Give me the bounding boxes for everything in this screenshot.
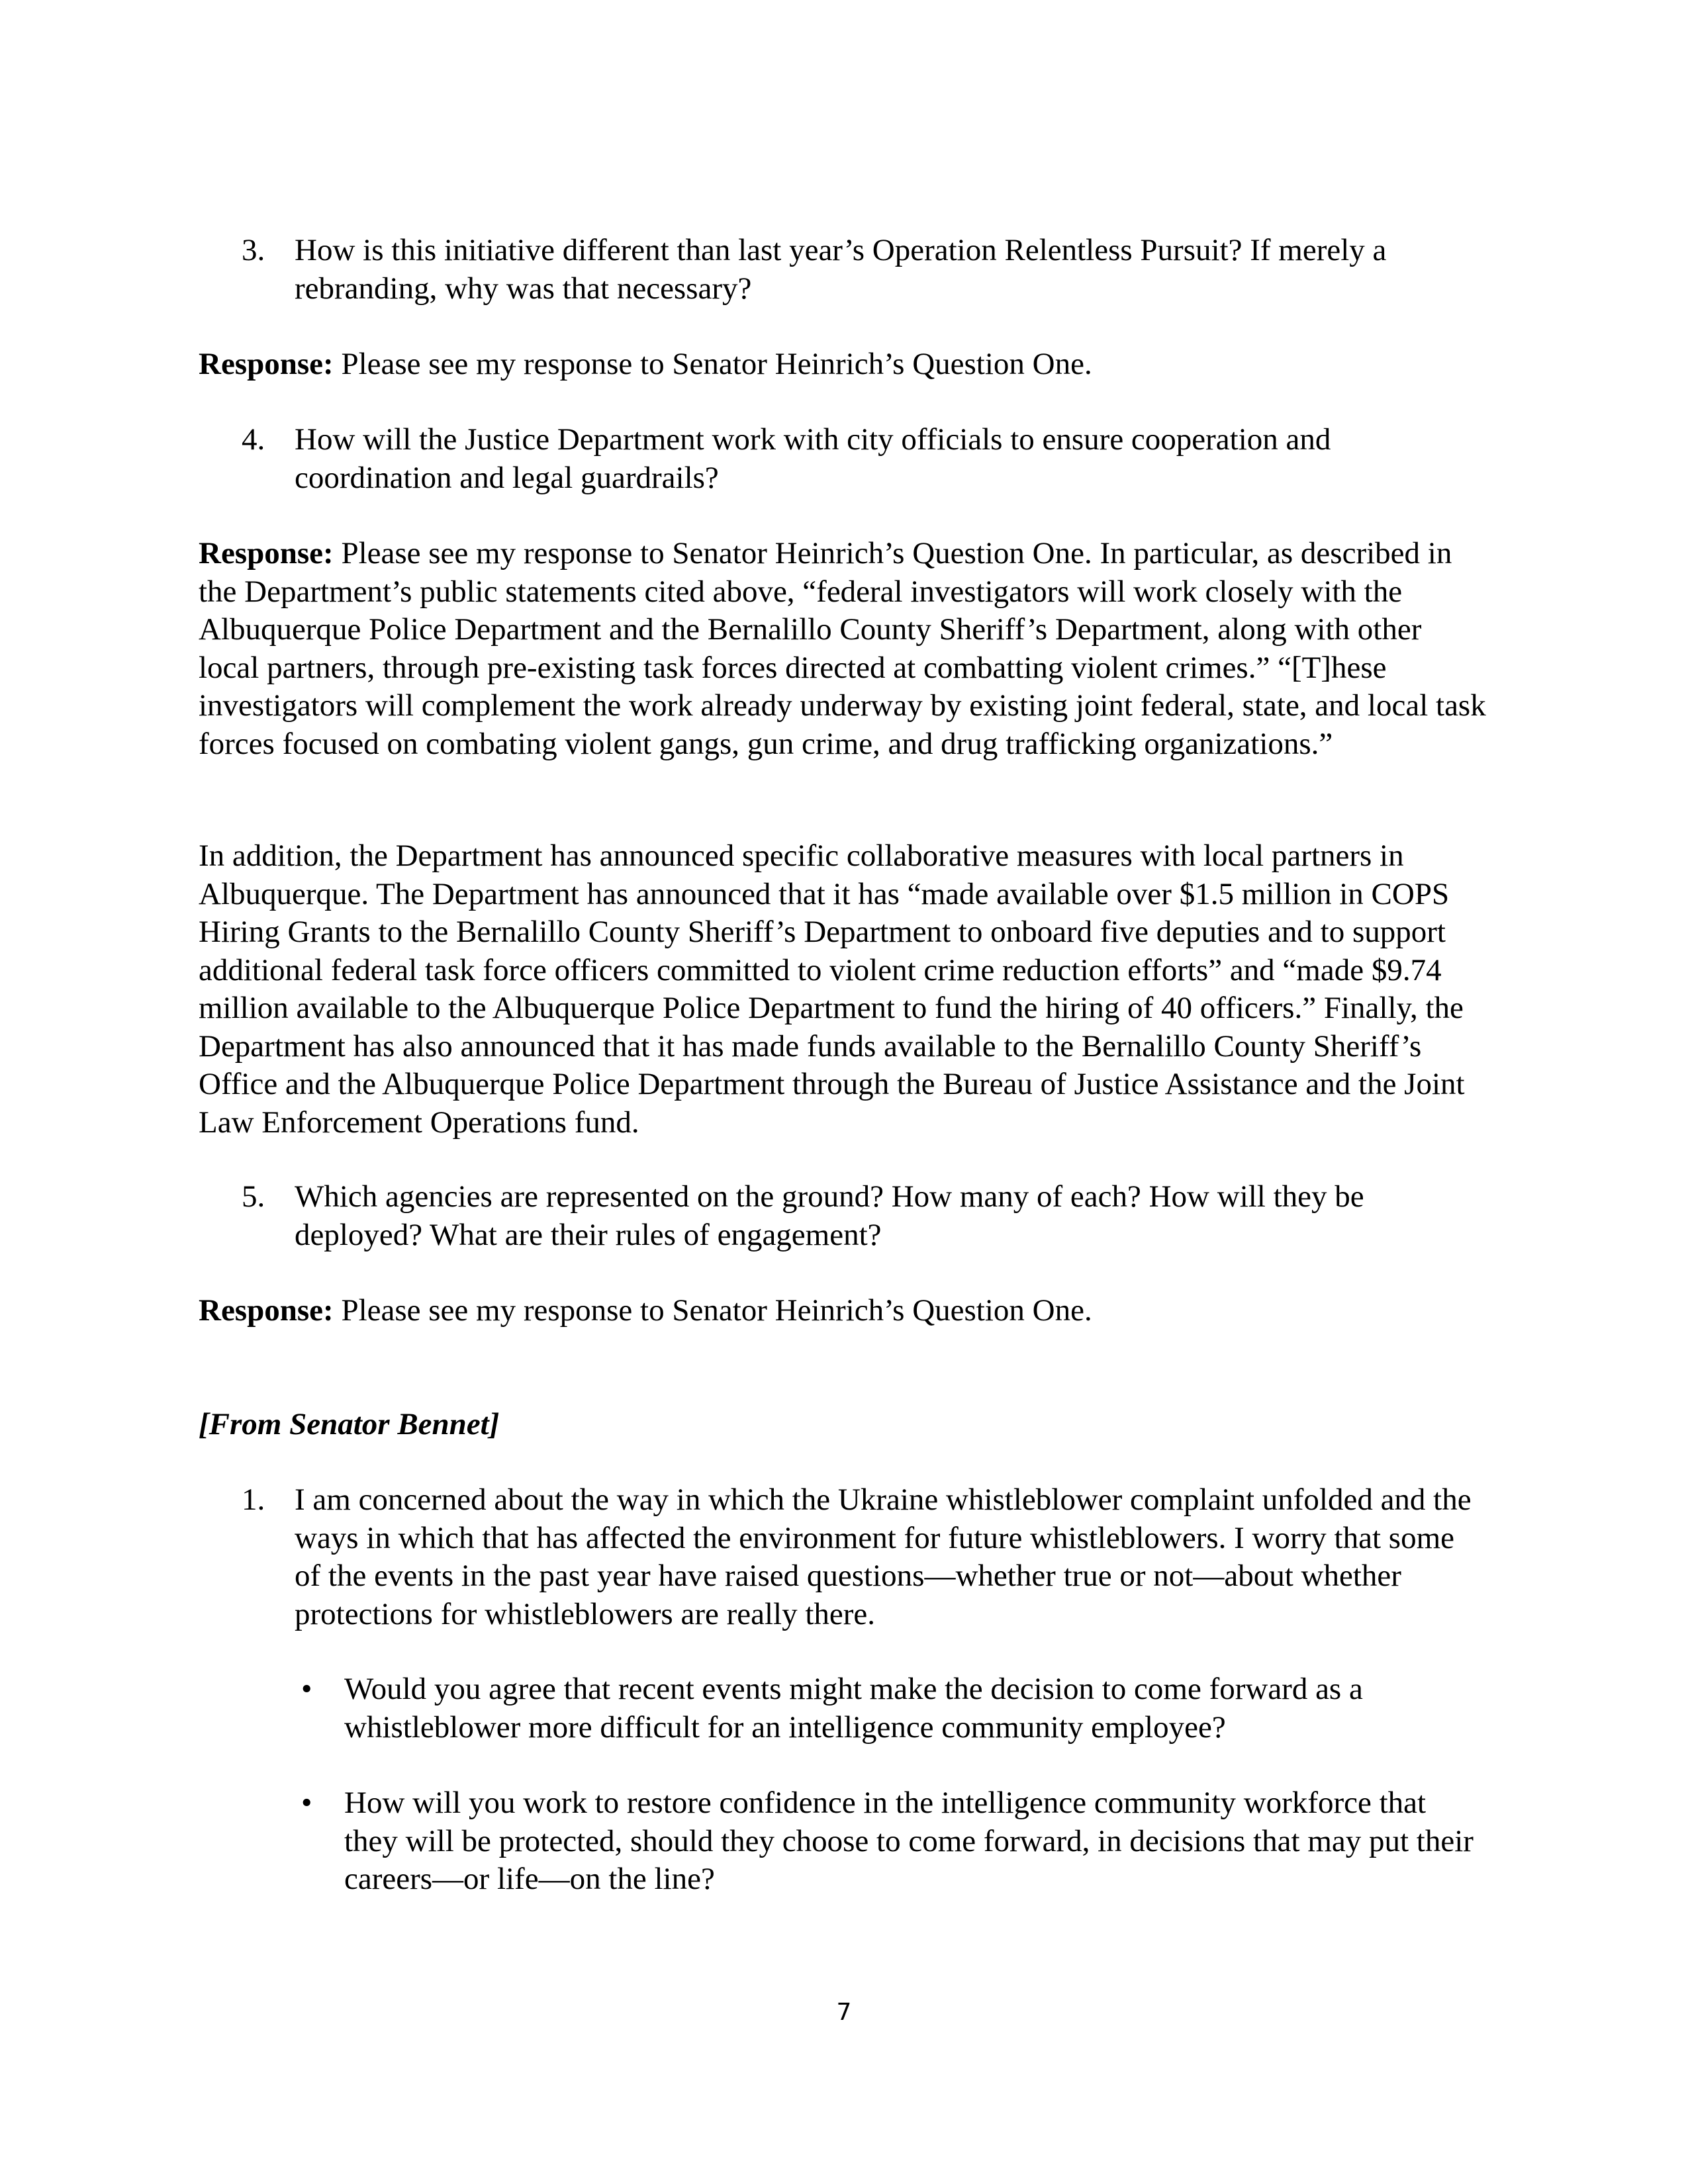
response-label: Response: xyxy=(199,347,334,381)
question-text: I am concerned about the way in which the Ukraine whistleblower complaint unfolded and the ways in which that has affected the environment for future whistleblowers. I worry that some of the events in the past year have raised questions—whether true or not—about whether protections for whistleblowers are really there. xyxy=(295,1482,1472,1631)
response-label: Response: xyxy=(199,536,334,570)
question-number: 3. xyxy=(242,233,265,267)
question-number: 1. xyxy=(242,1482,265,1517)
bullet-text: Would you agree that recent events might make the decision to come forward as a whistleblower more difficult for an intelligence community employee? xyxy=(344,1672,1363,1745)
response-text: Please see my response to Senator Heinrich’s Question One. In particular, as described in the Department’s public statements cited above, “federal investigators will work closely with the Albuquerque Police Department and the Bernalillo County Sheriff’s Department, along with other local partners, through pre-existing task forces directed at combatting violent crimes.” “[T]hese investigators will complement the work already underway by existing joint federal, state, and local task forces focused on combating violent gangs, gun crime, and drug trafficking organizations.” xyxy=(199,536,1486,761)
response-4 xyxy=(199,535,1486,763)
response-5 xyxy=(199,1292,1486,1330)
response-text: Please see my response to Senator Heinrich’s Question One. xyxy=(333,1293,1092,1328)
page-number: 7 xyxy=(836,1999,852,2026)
question-number: 5. xyxy=(242,1179,265,1214)
bullet-item xyxy=(301,1670,1486,1747)
bullet-icon: • xyxy=(301,1786,312,1820)
response-3 xyxy=(199,345,1486,384)
question-3 xyxy=(242,232,1486,308)
bullet-item xyxy=(301,1784,1486,1899)
section-heading: [From Senator Bennet] xyxy=(199,1407,500,1441)
response-label: Response: xyxy=(199,1293,334,1328)
bullet-icon: • xyxy=(301,1672,312,1706)
bennet-question-1 xyxy=(242,1481,1486,1633)
additional-paragraph: In addition, the Department has announced specific collaborative measures with local partners in Albuquerque. The Department has announced that it has “made available over $1.5 million in COPS Hiring Grants to the Bernalillo County Sheriff’s Department to onboard five deputies and to support additional federal task force officers committed to violent crime reduction efforts” and “made $9.74 million available to the Albuquerque Police Department to fund the hiring of 40 officers.” Finally, the Department has also announced that it has made funds available to the Bernalillo County Sheriff’s Office and the Albuquerque Police Department through the Bureau of Justice Assistance and the Joint Law Enforcement Operations fund. xyxy=(199,839,1465,1140)
bullet-text: How will you work to restore confidence in the intelligence community workforce that they will be protected, should they choose to come forward, in decisions that may put their careers—or life—on the line? xyxy=(344,1786,1474,1896)
question-text: How will the Justice Department work with city officials to ensure cooperation and coordination and legal guardrails? xyxy=(295,422,1331,495)
question-number: 4. xyxy=(242,422,265,457)
question-4 xyxy=(242,421,1486,497)
question-5 xyxy=(242,1178,1486,1254)
response-text: Please see my response to Senator Heinrich’s Question One. xyxy=(333,347,1092,381)
question-text: How is this initiative different than last year’s Operation Relentless Pursuit? If merely a rebranding, why was that necessary? xyxy=(295,233,1387,306)
question-text: Which agencies are represented on the ground? How many of each? How will they be deployed? What are their rules of engagement? xyxy=(295,1179,1364,1252)
